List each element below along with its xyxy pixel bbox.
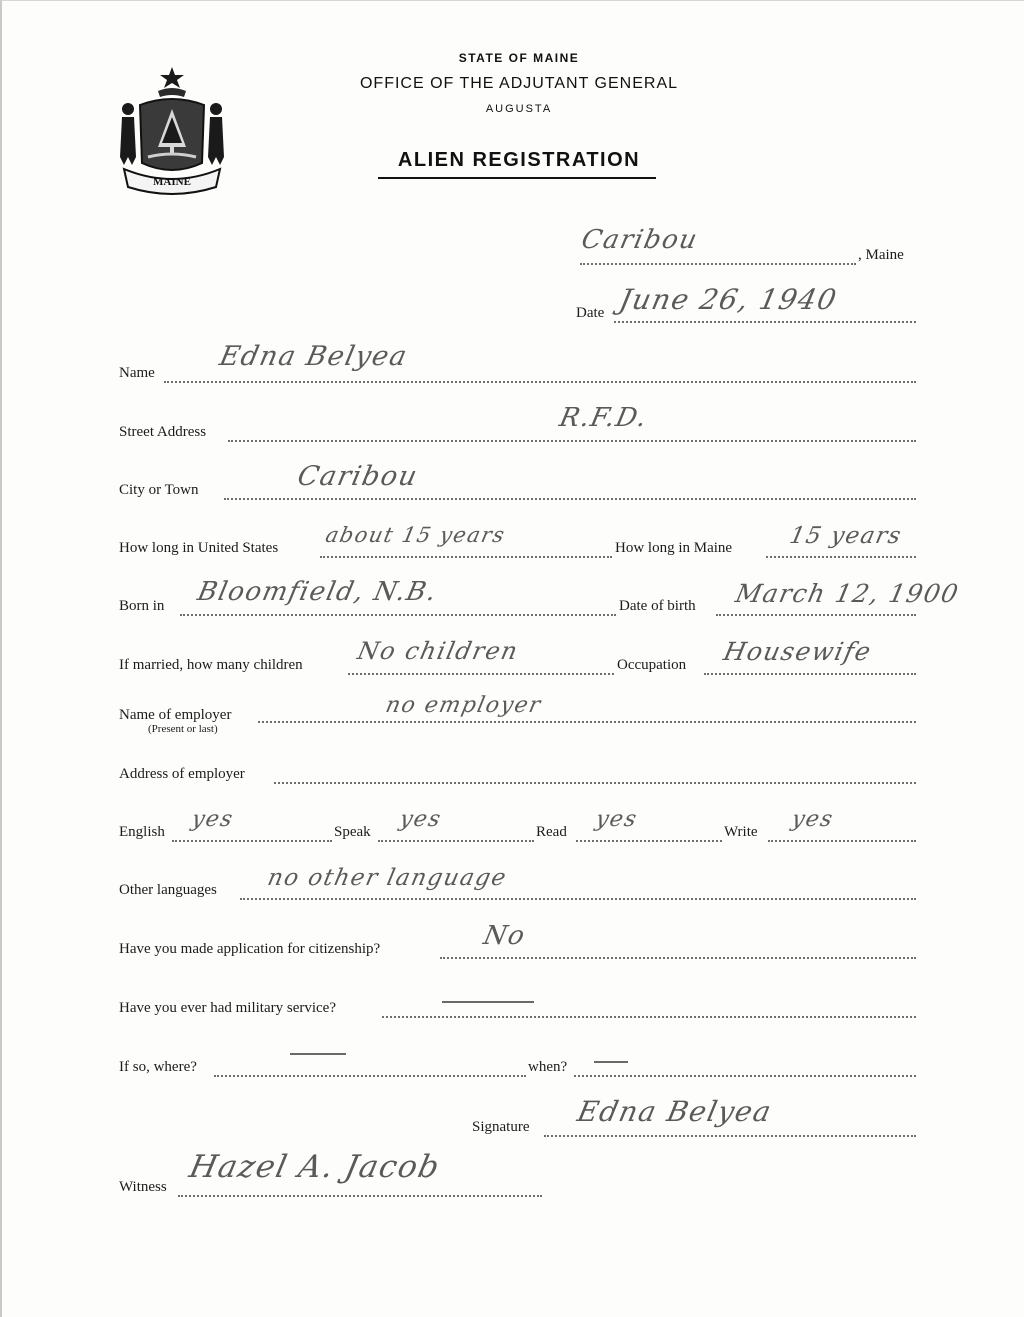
signature-value: Edna Belyea — [574, 1095, 776, 1128]
title-underline — [378, 177, 656, 179]
occupation-value: Housewife — [720, 637, 875, 666]
place-suffix: , Maine — [858, 247, 904, 263]
signature-dotted-line — [544, 1135, 916, 1137]
children-label: If married, how many children — [119, 657, 303, 673]
speak-value: yes — [397, 807, 444, 832]
born-in-value: Bloomfield, N.B. — [194, 577, 441, 607]
english-label: English — [119, 824, 165, 840]
date-value: June 26, 1940 — [616, 283, 841, 316]
street-address-value: R.F.D. — [556, 403, 651, 433]
speak-dotted-line — [378, 840, 534, 842]
street-address-label: Street Address — [119, 424, 207, 440]
witness-dotted-line — [178, 1195, 542, 1197]
city-or-town-dotted-line — [224, 498, 916, 500]
state-heading: STATE OF MAINE — [458, 51, 580, 65]
name-label: Name — [119, 365, 155, 381]
signature-label: Signature — [472, 1119, 530, 1135]
english-value: yes — [189, 807, 236, 832]
write-label: Write — [724, 824, 758, 840]
form-title: ALIEN REGISTRATION — [397, 149, 641, 171]
place-dotted-line — [580, 263, 856, 265]
city-or-town-value: Caribou — [294, 461, 422, 492]
date-of-birth-dotted-line — [716, 614, 916, 616]
how-long-maine-dotted-line — [766, 556, 916, 558]
born-in-label: Born in — [119, 598, 165, 614]
children-dotted-line — [348, 673, 614, 675]
military-service-dotted-line — [382, 1016, 916, 1018]
read-dotted-line — [576, 840, 722, 842]
date-label: Date — [576, 305, 605, 321]
seal-banner-text: MAINE — [153, 176, 191, 188]
write-dotted-line — [768, 840, 916, 842]
name-value: Edna Belyea — [216, 341, 411, 372]
street-address-dotted-line — [228, 440, 916, 442]
date-of-birth-value: March 12, 1900 — [732, 579, 962, 608]
employer-name-dotted-line — [258, 721, 916, 723]
employer-name-label: Name of employer — [119, 707, 232, 723]
name-dotted-line — [164, 381, 916, 383]
witness-value: Hazel A. Jacob — [186, 1149, 444, 1185]
place-value: Caribou — [578, 225, 701, 255]
occupation-label: Occupation — [617, 657, 687, 673]
employer-name-sublabel: (Present or last) — [148, 723, 218, 735]
employer-address-dotted-line — [274, 782, 916, 784]
where-label: If so, where? — [119, 1059, 197, 1075]
write-value: yes — [789, 807, 836, 832]
other-languages-value: no other language — [265, 865, 510, 891]
office-heading: OFFICE OF THE ADJUTANT GENERAL — [359, 75, 679, 92]
employer-name-value: no employer — [383, 693, 544, 718]
english-dotted-line — [172, 840, 332, 842]
employer-address-label: Address of employer — [119, 766, 245, 782]
how-long-us-label: How long in United States — [119, 540, 279, 556]
how-long-us-value: about 15 years — [323, 523, 508, 547]
citizenship-dotted-line — [440, 957, 916, 959]
how-long-maine-value: 15 years — [787, 523, 905, 549]
born-in-dotted-line — [180, 614, 616, 616]
military-service-dash-mark — [442, 1001, 534, 1003]
when-dotted-line — [574, 1075, 916, 1077]
when-dash-mark — [594, 1061, 628, 1063]
city-heading: AUGUSTA — [485, 103, 553, 115]
speak-label: Speak — [334, 824, 371, 840]
citizenship-value: No — [480, 921, 529, 951]
where-dash-mark — [290, 1053, 346, 1055]
military-service-label: Have you ever had military service? — [119, 1000, 336, 1016]
occupation-dotted-line — [704, 673, 916, 675]
children-value: No children — [355, 637, 522, 665]
how-long-maine-label: How long in Maine — [615, 540, 733, 556]
date-dotted-line — [614, 321, 916, 323]
other-languages-label: Other languages — [119, 882, 217, 898]
other-languages-dotted-line — [240, 898, 916, 900]
when-label: when? — [528, 1059, 568, 1075]
citizenship-label: Have you made application for citizenship? — [119, 941, 381, 957]
city-or-town-label: City or Town — [119, 482, 199, 498]
read-label: Read — [536, 824, 567, 840]
witness-label: Witness — [119, 1179, 167, 1195]
read-value: yes — [593, 807, 640, 832]
where-dotted-line — [214, 1075, 526, 1077]
how-long-us-dotted-line — [320, 556, 612, 558]
date-of-birth-label: Date of birth — [619, 598, 696, 614]
